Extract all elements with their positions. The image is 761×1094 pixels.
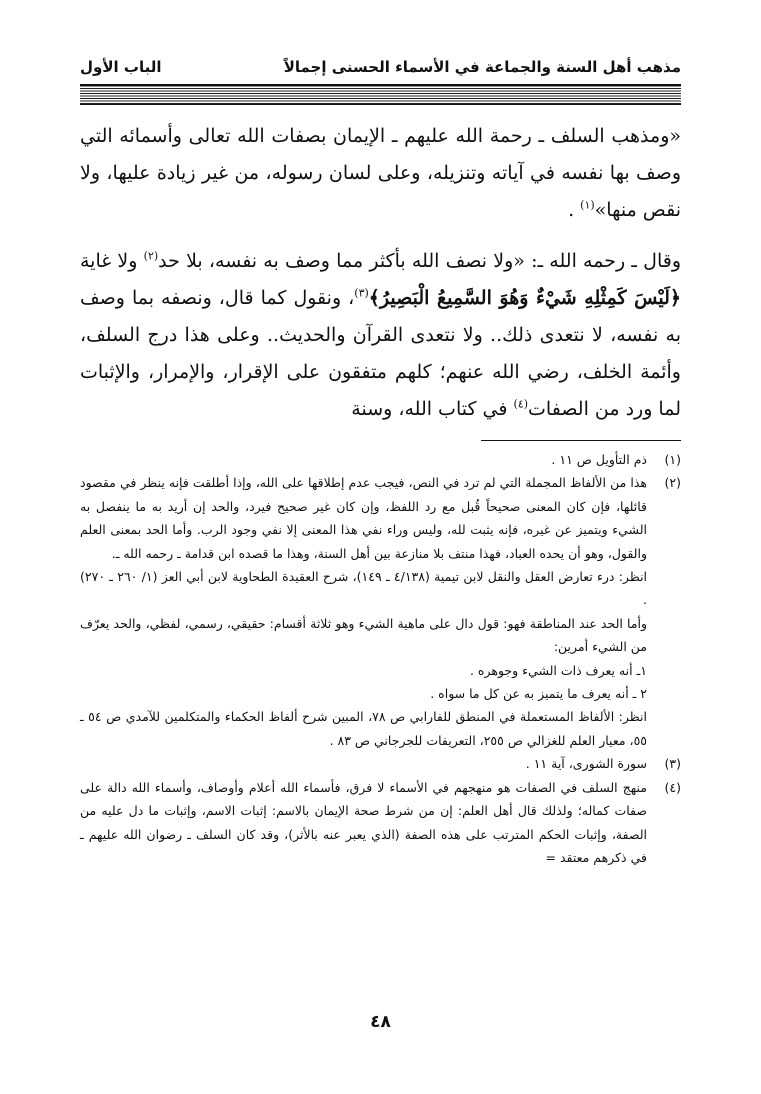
footnote-3	[80, 752, 681, 775]
book-title: مذهب أهل السنة والجماعة في الأسماء الحسنى إجمالاً	[283, 58, 681, 76]
main-text	[80, 118, 681, 428]
footnote-number: (١)	[664, 452, 681, 467]
footnote-text: ٢ ـ أنه يعرف ما يتميز به عن كل ما سواه .	[430, 686, 647, 702]
footnote-ref-3[interactable]: (٣)	[354, 286, 369, 300]
quran-verse: ﴿لَيْسَ كَمِثْلِهِ شَيْءٌ وَهُوَ السَّمِيعُ الْبَصِيرُ﴾	[368, 287, 682, 309]
footnote-text: سورة الشورى، آية ١١ .	[525, 756, 647, 772]
footnote-ref-1[interactable]: (١)	[580, 198, 595, 212]
footnote-number: (٤)	[664, 779, 681, 795]
footnote-text: انظر: درء تعارض العقل والنقل لابن تيمية (٤/١٣٨ ـ ١٤٩)، شرح العقيدة الطحاوية لابن أبي العز (١/ ٢٦٠ ـ ٢٧٠) .	[80, 569, 648, 608]
footnote-text: هذا من الألفاظ المجملة التي لم ترد في النص، فيجب عدم إطلاقها على الله، وإذا أطلقت فإنه ينظر في مقصود قائلها، فإن كان المعنى صحيحاً قُبل مع رد اللفظ، وإن كان غير صحيح فيرد، والحد إن أريد به ما ينفصل به الشيء ويتميز عن غيره، فإنه يثبت لله، وليس وراء نفي هذا المعنى إلا نفي وجود الرب. وأما الحد بمعنى العلم والقول، وهو أن يحده العباد، فهذا منتف بلا منازعة بين أهل السنة، وهذا ما قصده ابن قدامة ـ رحمه الله ـ.	[80, 475, 647, 561]
paragraph-2: وقال ـ رحمه الله ـ: «ولا نصف الله بأكثر مما وصف به نفسه، بلا حد$^{(٢)}$ ولا غاية ﴿لَيْسَ كَمِثْلِهِ شَيْءٌ وَهُوَ السَّمِيعُ الْبَصِيرُ﴾$^{(٣)}$، ونقول كما قال، ونصفه بما وصف به نفسه، لا نتعدى ذلك.. ولا نتعدى القرآن والحديث.. وعلى هذا درج السلف، وأئمة الخلف، رضي الله عنهم؛ كلهم متفقون على الإقرار، والإمرار، والإثبات لما ورد من الصفات$^{(٤)}$ في كتاب الله، وسنة	[80, 249, 682, 420]
header-rule	[80, 84, 681, 105]
page-number: ٤٨	[370, 1012, 391, 1032]
paragraph-1: «ومذهب السلف ـ رحمة الله عليهم ـ الإيمان بصفات الله تعالى وأسمائه التي وصف بها نفسه في آياته وتنزيله، وعلى لسان رسوله، من غير زيادة عليها، ولا نقص منها»$^{(١)}$ .	[80, 125, 681, 221]
footnotes	[80, 448, 681, 869]
footnote-text: ١ـ أنه يعرف ذات الشيء وجوهره .	[469, 662, 647, 678]
footnote-text: ذم التأويل ص ١١ .	[551, 452, 647, 467]
footnote-ref-2[interactable]: (٢)	[143, 249, 159, 263]
footnote-4	[80, 776, 681, 870]
footnote-number: (٣)	[664, 756, 681, 772]
footnote-text: وأما الحد عند المناطقة فهو: قول دال على ماهية الشيء وهو ثلاثة أقسام: حقيقي، رسمي، لفظي، والحد يعرّف من الشيء أمرين:	[80, 615, 647, 655]
footnote-number: (٢)	[664, 475, 681, 491]
footnote-separator	[481, 440, 681, 441]
footnote-text: انظر: الألفاظ المستعملة في المنطق للفارابي ص ٧٨، المبين شرح ألفاظ الحكماء والمتكلمين للآمدي ص ٥٤ ـ ٥٥، معيار العلم للغزالي ص ٢٥٥، التعريفات للجرجاني ص ٨٣ .	[80, 709, 647, 748]
chapter-title: الباب الأول	[80, 58, 162, 76]
running-header	[80, 52, 681, 82]
footnote-1	[80, 448, 681, 471]
footnote-text: منهج السلف في الصفات هو منهجهم في الأسماء لا فرق، فأسماء الله أعلام وأوصاف، وأسماء الله دالة على صفات كماله؛ ولذلك قال أهل العلم: إن من شرط صحة الإيمان بالاسم: إثبات الاسم، وإثبات ما دل عليه من الصفة، وإثبات الحكم المترتب على هذه الصفة (الذي يعبر عنه بالأثر)، وقد كان السلف ـ رضوان الله عليهم ـ في ذكرهم معتقد =	[80, 779, 647, 865]
footnote-ref-4[interactable]: (٤)	[513, 397, 529, 411]
footnote-2	[80, 471, 681, 752]
